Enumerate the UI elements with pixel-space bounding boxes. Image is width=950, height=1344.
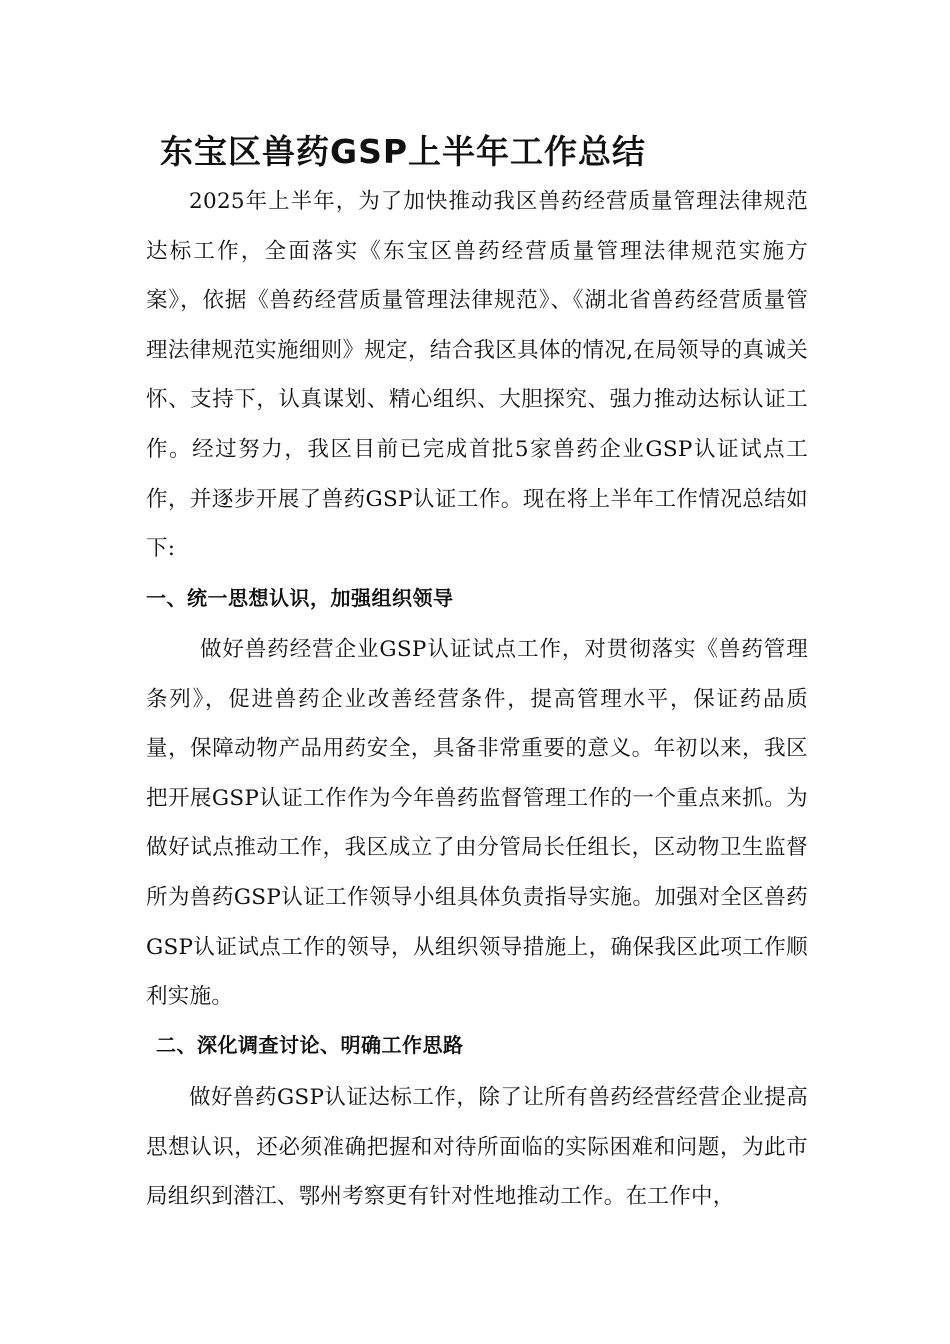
section-1-paragraph: 做好兽药经营企业GSP认证试点工作，对贯彻落实《兽药管理条列》，促进兽药企业改善经营条件，提高管理水平，保证药品质量，保障动物产品用药安全，具备非常重要的意义。年初以来，我区把开展GSP认证工作作为今年兽药监督管理工作的一个重点来抓。为做好试点推动工作，我区成立了由分管局长任组长，区动物卫生监督所为兽药GSP认证工作领导小组具体负责指导实施。加强对全区兽药GSP认证试点工作的领导，从组织领导措施上，确保我区此项工作顺利实施。 [146, 637, 808, 1010]
section-2-paragraph: 做好兽药GSP认证达标工作，除了让所有兽药经营经营企业提高思想认识，还必须准确把握和对待所面临的实际困难和问题，为此市局组织到潜江、鄂州考察更有针对性地推动工作。在工作中， [146, 1085, 808, 1210]
intro-paragraph: 2025年上半年，为了加快推动我区兽药经营质量管理法律规范达标工作，全面落实《东宝区兽药经营质量管理法律规范实施方案》，依据《兽药经营质量管理法律规范》、《湖北省兽药经营质量管理法律规范实施细则》规定，结合我区具体的情况,在局领导的真诚关怀、支持下，认真谋划、精心组织、大胆探究、强力推动达标认证工作。经过努力，我区目前已完成首批5家兽药企业GSP认证试点工作，并逐步开展了兽药GSP认证工作。现在将上半年工作情况总结如下: [146, 189, 808, 562]
section-2-heading: 二、深化调查讨论、明确工作思路 [156, 1033, 464, 1057]
document-title: 东宝区兽药GSP上半年工作总结 [160, 132, 647, 171]
section-1-heading: 一、统一思想认识，加强组织领导 [146, 586, 454, 610]
